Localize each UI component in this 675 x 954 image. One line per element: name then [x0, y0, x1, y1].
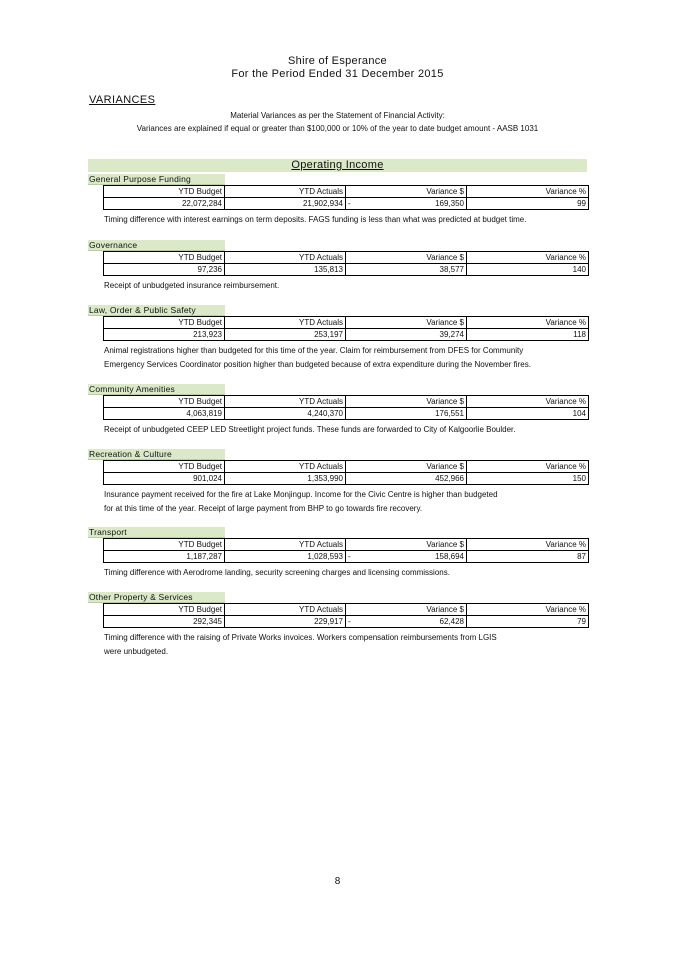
column-header: Variance $: [346, 317, 467, 329]
variance-percent-cell: 99: [467, 198, 589, 210]
variance-percent-cell: 79: [467, 616, 589, 628]
ytd-actuals-cell: 229,917: [225, 616, 346, 628]
ytd-actuals-cell: 1,353,990: [225, 473, 346, 485]
cell-value: 158,694: [435, 552, 464, 561]
report-organisation: Shire of Esperance: [288, 55, 387, 67]
explanation-line: were unbudgeted.: [104, 647, 169, 656]
table-header-row: [104, 461, 589, 473]
variance-explanation: [104, 279, 588, 293]
column-header: Variance %: [467, 396, 589, 408]
section-title: General Purpose Funding: [88, 174, 225, 185]
table-row: [104, 264, 589, 276]
section-title: Community Amenities: [88, 384, 225, 395]
negative-marker: -: [348, 199, 351, 208]
table-row: [104, 473, 589, 485]
section-title: Law, Order & Public Safety: [88, 305, 225, 316]
variance-amount-cell: 452,966: [346, 473, 467, 485]
column-header: YTD Budget: [104, 396, 225, 408]
variance-explanation: [104, 488, 588, 516]
ytd-actuals-cell: 253,197: [225, 329, 346, 341]
variance-amount-cell: 39,274: [346, 329, 467, 341]
column-header: Variance $: [346, 396, 467, 408]
column-header: YTD Actuals: [225, 461, 346, 473]
table-row: [104, 408, 589, 420]
section-title: Other Property & Services: [88, 592, 225, 603]
variance-amount-cell: 176,551: [346, 408, 467, 420]
variances-threshold-note: Variances are explained if equal or greater than $100,000 or 10% of the year to date budget amount - AASB 1031: [136, 124, 539, 133]
variance-table: [103, 185, 589, 210]
cell-value: 62,428: [439, 617, 464, 626]
variances-subtitle: Material Variances as per the Statement of Financial Activity:: [230, 111, 445, 120]
variance-amount-cell: 38,577: [346, 264, 467, 276]
column-header: Variance $: [346, 461, 467, 473]
variance-table: [103, 316, 589, 341]
explanation-line: for at this time of the year. Receipt of large payment from BHP to go towards fire recovery.: [104, 504, 423, 513]
column-header: Variance %: [467, 461, 589, 473]
variance-table: [103, 395, 589, 420]
ytd-budget-cell: 292,345: [104, 616, 225, 628]
column-header: YTD Actuals: [225, 317, 346, 329]
table-header-row: [104, 252, 589, 264]
table-header-row: [104, 604, 589, 616]
column-header: Variance %: [467, 252, 589, 264]
column-header: Variance %: [467, 186, 589, 198]
variance-percent-cell: 118: [467, 329, 589, 341]
column-header: YTD Budget: [104, 539, 225, 551]
column-header: YTD Budget: [104, 461, 225, 473]
explanation-line: Insurance payment received for the fire at Lake Monjingup. Income for the Civic Centre is higher than budgeted: [104, 490, 498, 499]
column-header: Variance $: [346, 252, 467, 264]
column-header: YTD Actuals: [225, 252, 346, 264]
explanation-line: Timing difference with interest earnings on term deposits. FAGS funding is less than what was predicted at budget time.: [104, 215, 527, 224]
ytd-actuals-cell: 21,902,934: [225, 198, 346, 210]
operating-income-title: Operating Income: [291, 159, 384, 171]
column-header: YTD Budget: [104, 317, 225, 329]
negative-marker: -: [348, 617, 351, 626]
ytd-budget-cell: 4,063,819: [104, 408, 225, 420]
ytd-budget-cell: 97,236: [104, 264, 225, 276]
variance-amount-cell: [346, 551, 467, 563]
section-law-order-public-safety: [88, 305, 588, 372]
table-row: [104, 198, 589, 210]
explanation-line: Receipt of unbudgeted CEEP LED Streetlight project funds. These funds are forwarded to City of Kalgoorlie Boulder.: [104, 425, 516, 434]
variance-explanation: [104, 423, 588, 437]
variance-amount-cell: [346, 616, 467, 628]
column-header: YTD Actuals: [225, 186, 346, 198]
column-header: Variance %: [467, 317, 589, 329]
operating-income-band: [88, 159, 587, 172]
column-header: Variance $: [346, 539, 467, 551]
explanation-line: Receipt of unbudgeted insurance reimbursement.: [104, 281, 280, 290]
column-header: YTD Budget: [104, 604, 225, 616]
section-title: Recreation & Culture: [88, 449, 225, 460]
table-row: [104, 551, 589, 563]
section-recreation-culture: [88, 449, 588, 516]
variance-table: [103, 603, 589, 628]
explanation-line: Animal registrations higher than budgeted for this time of the year. Claim for reimbursement from DFES for Community: [104, 346, 524, 355]
section-general-purpose-funding: [88, 174, 588, 227]
variance-table: [103, 251, 589, 276]
variance-explanation: [104, 631, 588, 659]
column-header: Variance %: [467, 539, 589, 551]
variance-explanation: [104, 344, 588, 372]
table-header-row: [104, 396, 589, 408]
section-other-property-services: [88, 592, 588, 659]
ytd-budget-cell: 1,187,287: [104, 551, 225, 563]
explanation-line: Emergency Services Coordinator position higher than budgeted because of extra expenditure during the November fires.: [104, 360, 531, 369]
column-header: YTD Actuals: [225, 604, 346, 616]
column-header: YTD Actuals: [225, 539, 346, 551]
page-number: 8: [334, 876, 341, 887]
column-header: YTD Budget: [104, 186, 225, 198]
table-header-row: [104, 317, 589, 329]
section-governance: [88, 240, 588, 293]
ytd-budget-cell: 901,024: [104, 473, 225, 485]
table-row: [104, 616, 589, 628]
table-row: [104, 329, 589, 341]
negative-marker: -: [348, 552, 351, 561]
explanation-line: Timing difference with Aerodrome landing, security screening charges and licensing commissions.: [104, 568, 450, 577]
variance-amount-cell: [346, 198, 467, 210]
variance-percent-cell: 140: [467, 264, 589, 276]
section-title: Transport: [88, 527, 225, 538]
ytd-budget-cell: 22,072,284: [104, 198, 225, 210]
ytd-actuals-cell: 135,813: [225, 264, 346, 276]
variance-percent-cell: 104: [467, 408, 589, 420]
variance-table: [103, 538, 589, 563]
table-header-row: [104, 186, 589, 198]
column-header: YTD Actuals: [225, 396, 346, 408]
column-header: YTD Budget: [104, 252, 225, 264]
column-header: Variance $: [346, 186, 467, 198]
cell-value: 169,350: [435, 199, 464, 208]
ytd-actuals-cell: 1,028,593: [225, 551, 346, 563]
section-transport: [88, 527, 588, 580]
variance-percent-cell: 87: [467, 551, 589, 563]
table-header-row: [104, 539, 589, 551]
section-community-amenities: [88, 384, 588, 437]
report-period: For the Period Ended 31 December 2015: [231, 68, 444, 80]
explanation-line: Timing difference with the raising of Private Works invoices. Workers compensation reimbursements from LGIS: [104, 633, 497, 642]
variance-table: [103, 460, 589, 485]
column-header: Variance %: [467, 604, 589, 616]
variance-explanation: [104, 566, 588, 580]
ytd-budget-cell: 213,923: [104, 329, 225, 341]
section-title: Governance: [88, 240, 225, 251]
variance-explanation: [104, 213, 588, 227]
ytd-actuals-cell: 4,240,370: [225, 408, 346, 420]
variance-percent-cell: 150: [467, 473, 589, 485]
variances-heading: VARIANCES: [89, 94, 156, 106]
column-header: Variance $: [346, 604, 467, 616]
